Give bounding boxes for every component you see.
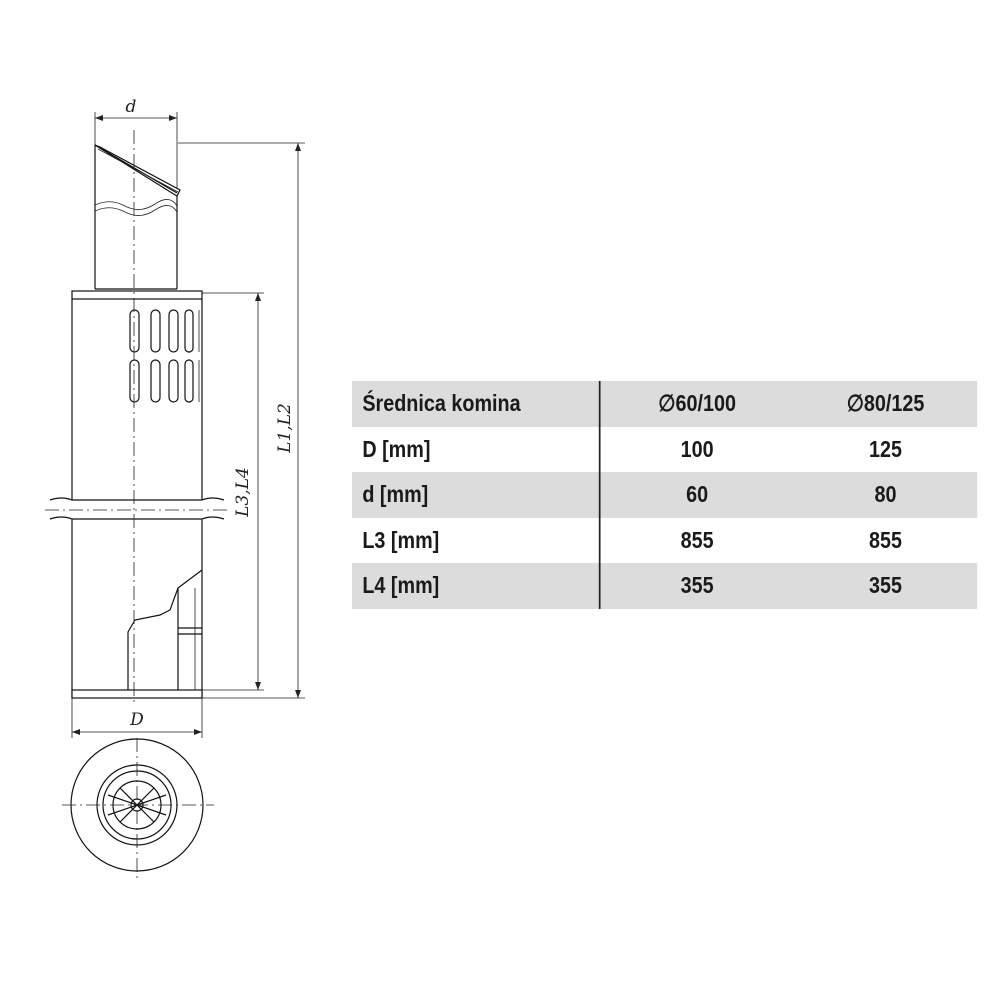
table-row bbox=[352, 427, 977, 473]
row-label: d [mm] bbox=[352, 472, 599, 518]
outer-pipe bbox=[45, 130, 230, 705]
dimension-D bbox=[72, 698, 202, 738]
row-label: L4 [mm] bbox=[352, 563, 599, 609]
table-row bbox=[352, 381, 977, 427]
table-row bbox=[352, 518, 977, 564]
cell-80-125: 125 bbox=[794, 427, 977, 473]
cell-60-100: ∅60/100 bbox=[599, 381, 793, 427]
row-label: D [mm] bbox=[352, 427, 599, 473]
dimension-d bbox=[95, 97, 177, 195]
cell-60-100: 60 bbox=[599, 472, 793, 518]
cell-60-100: 100 bbox=[599, 427, 793, 473]
table-row bbox=[352, 563, 977, 609]
cutaway bbox=[128, 570, 202, 690]
row-label: Średnica komina bbox=[352, 381, 599, 427]
table-row bbox=[352, 472, 977, 518]
cell-80-125: ∅80/125 bbox=[794, 381, 977, 427]
end-view bbox=[62, 738, 214, 880]
label-L1L2: L1,L2 bbox=[275, 403, 295, 453]
inner-pipe bbox=[95, 145, 180, 289]
cell-80-125: 855 bbox=[794, 518, 977, 564]
label-D: D bbox=[130, 710, 144, 730]
cell-60-100: 855 bbox=[599, 518, 793, 564]
label-L3L4: L3,L4 bbox=[233, 467, 253, 517]
cell-80-125: 355 bbox=[794, 563, 977, 609]
dimension-L1L2 bbox=[178, 143, 305, 698]
row-label: L3 [mm] bbox=[352, 518, 599, 564]
cell-80-125: 80 bbox=[794, 472, 977, 518]
label-d: d bbox=[125, 97, 137, 117]
spec-table bbox=[352, 381, 978, 609]
cell-60-100: 355 bbox=[599, 563, 793, 609]
dimension-L3L4 bbox=[202, 293, 264, 690]
vent-slots bbox=[130, 310, 199, 402]
